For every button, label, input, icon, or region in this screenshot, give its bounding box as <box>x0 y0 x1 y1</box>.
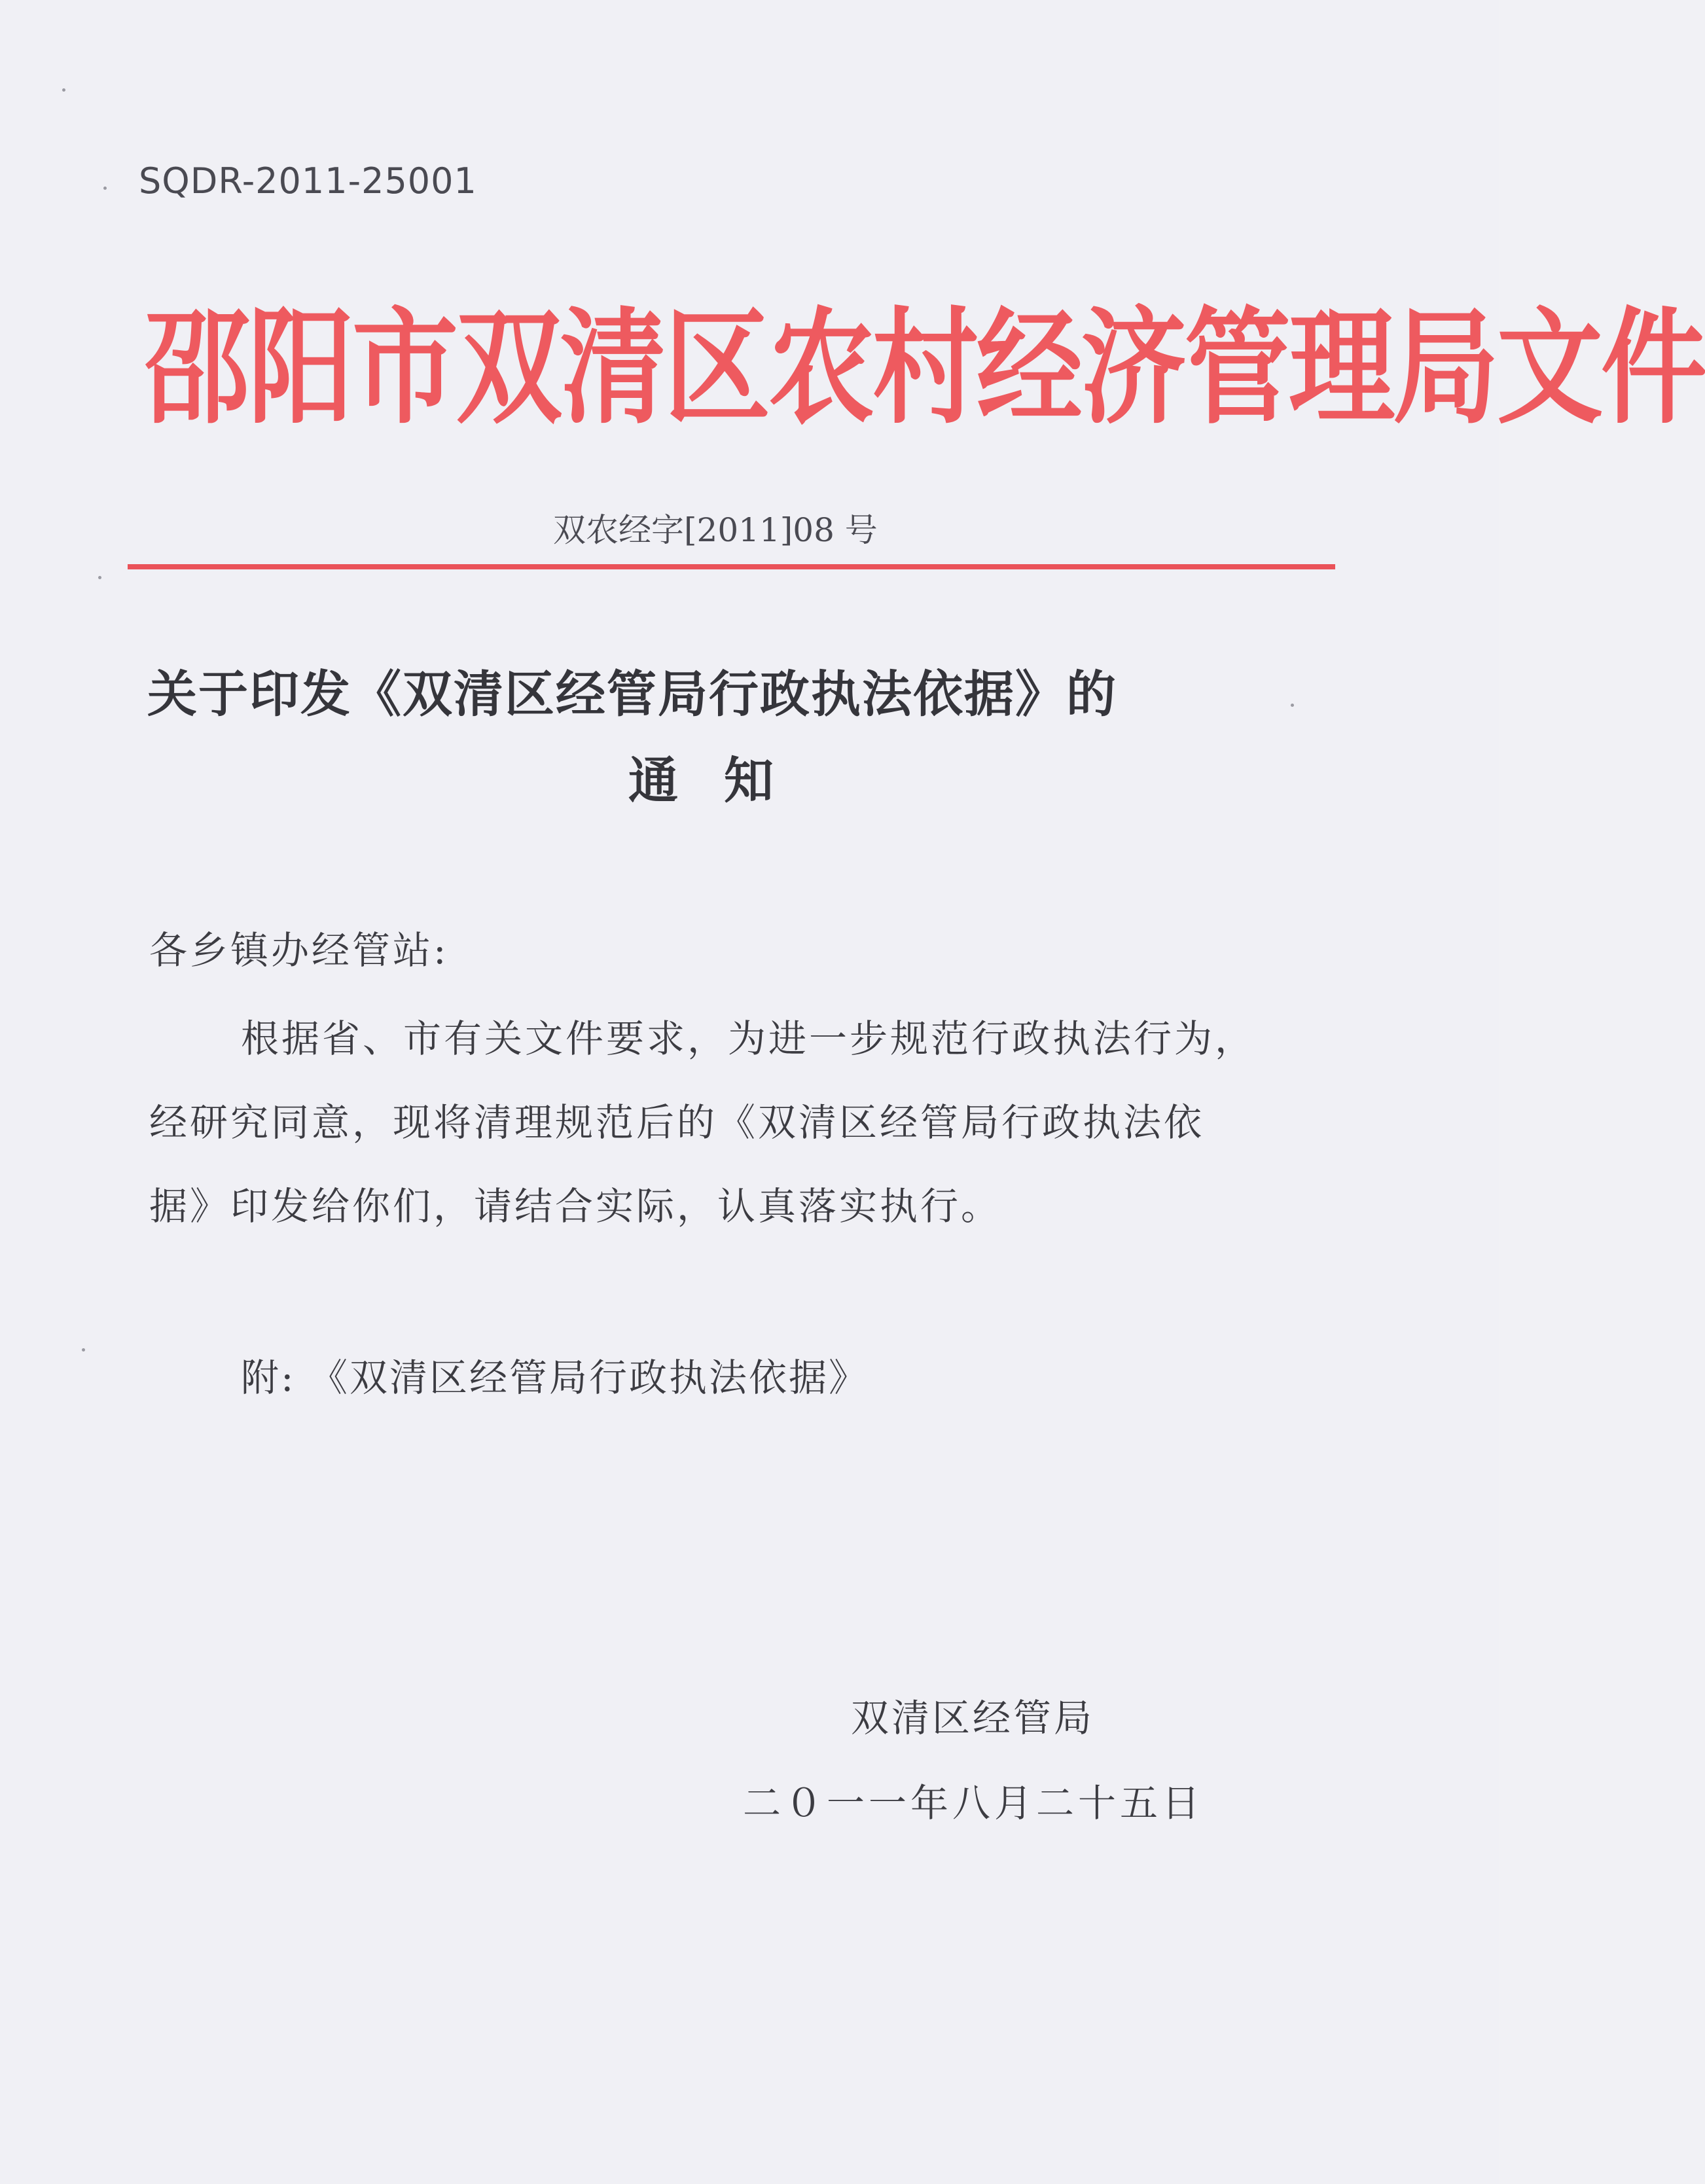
scan-speck <box>1291 704 1294 707</box>
attachment-note: 附: 《双清区经管局行政执法依据》 <box>241 1355 869 1400</box>
body-paragraph-line: 据》印发给你们，请结合实际，认真落实执行。 <box>149 1184 1002 1228</box>
body-paragraph-line: 根据省、市有关文件要求，为进一步规范行政执法行为， <box>241 1016 1256 1061</box>
scan-speck <box>62 88 65 92</box>
masthead-title: 邵阳市双清区农村经济管理局文件 <box>144 296 1705 442</box>
scan-speck <box>103 187 107 190</box>
scan-speck <box>82 1348 85 1352</box>
salutation: 各乡镇办经管站: <box>149 928 449 973</box>
file-number: 双农经字[2011]08 号 <box>553 511 878 549</box>
scan-speck <box>98 576 101 579</box>
document-code: SQDR-2011-25001 <box>139 160 477 202</box>
body-paragraph-line: 经研究同意，现将清理规范后的《双清区经管局行政执法依 <box>149 1100 1205 1145</box>
notice-title-line2: 通知 <box>628 751 819 810</box>
signature-issuer: 双清区经管局 <box>851 1696 1095 1740</box>
notice-title-line1: 关于印发《双清区经管局行政执法依据》的 <box>147 665 1117 723</box>
issue-date: 二０一一年八月二十五日 <box>743 1781 1204 1825</box>
red-divider <box>128 564 1335 569</box>
